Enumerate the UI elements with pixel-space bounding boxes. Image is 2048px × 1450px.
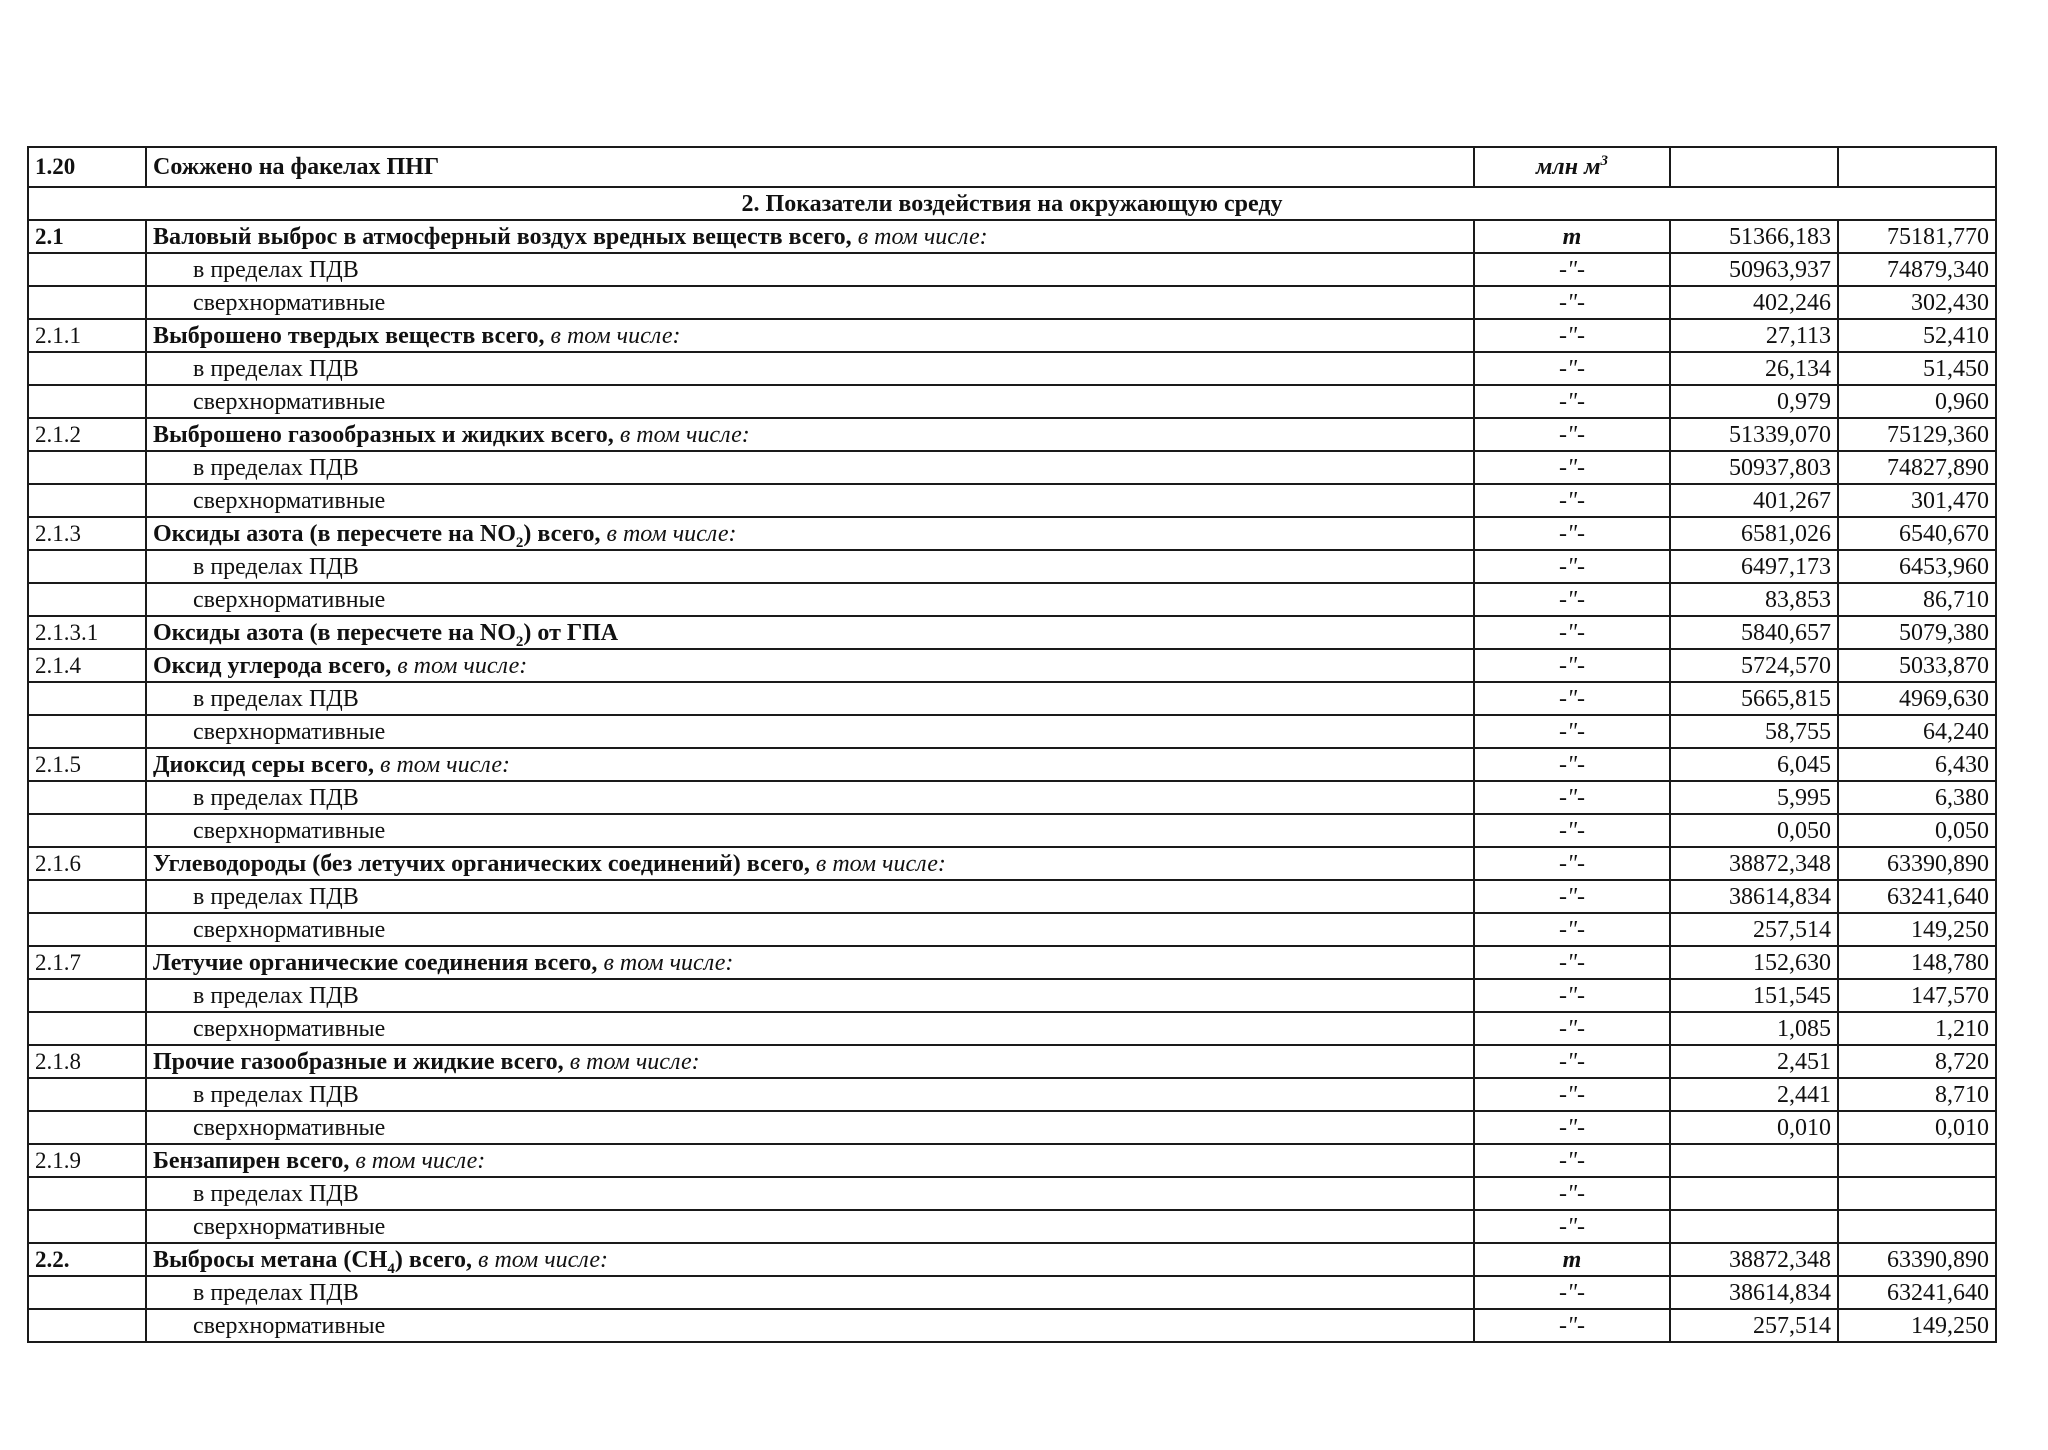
- row-number: [28, 583, 146, 616]
- value-col-1: 83,853: [1670, 583, 1838, 616]
- value-col-2: 74827,890: [1838, 451, 1996, 484]
- row-name-text: Оксид углерода всего,: [153, 652, 392, 679]
- row-unit: -"-: [1474, 583, 1670, 616]
- row-number: [28, 1309, 146, 1342]
- row-number: 2.1.3.1: [28, 616, 146, 649]
- row-name: [146, 946, 1474, 979]
- row-unit: -"-: [1474, 1276, 1670, 1309]
- row-name: [146, 913, 1474, 946]
- unit-superscript: 3: [1600, 153, 1609, 169]
- row-name: [146, 286, 1474, 319]
- value-col-1: 50937,803: [1670, 451, 1838, 484]
- table-subrow: [28, 484, 1996, 517]
- row-name-text: в пределах ПДВ: [193, 1279, 359, 1306]
- value-col-2: 51,450: [1838, 352, 1996, 385]
- value-col-1: 402,246: [1670, 286, 1838, 319]
- value-col-2: 63390,890: [1838, 1243, 1996, 1276]
- value-col-1: 6581,026: [1670, 517, 1838, 550]
- row-name: [146, 319, 1474, 352]
- row-name-qualifier: в том числе:: [374, 751, 510, 778]
- row-name-text: в пределах ПДВ: [193, 982, 359, 1009]
- row-name-text: Летучие органические соединения всего,: [153, 949, 598, 976]
- value-col-1: [1670, 1177, 1838, 1210]
- value-col-2: 6,430: [1838, 748, 1996, 781]
- row-name-qualifier: в том числе:: [349, 1147, 486, 1174]
- value-col-2: 63241,640: [1838, 880, 1996, 913]
- value-col-2: 75181,770: [1838, 220, 1996, 253]
- row-number: [28, 913, 146, 946]
- row-unit: -"-: [1474, 385, 1670, 418]
- row-unit: -"-: [1474, 550, 1670, 583]
- row-number: [28, 352, 146, 385]
- row-name-text: Оксиды азота (в пересчете на NO: [153, 520, 516, 547]
- row-number: [28, 979, 146, 1012]
- row-number: 2.1.4: [28, 649, 146, 682]
- value-col-2: 63241,640: [1838, 1276, 1996, 1309]
- row-number: 2.1.9: [28, 1144, 146, 1177]
- value-col-1: 50963,937: [1670, 253, 1838, 286]
- table-subrow: [28, 781, 1996, 814]
- value-col-2: 0,010: [1838, 1111, 1996, 1144]
- value-col-2: [1838, 1210, 1996, 1243]
- row-unit: -"-: [1474, 946, 1670, 979]
- row-number: [28, 286, 146, 319]
- row-name-text: Оксиды азота (в пересчете на NO: [153, 619, 516, 646]
- row-name-text: сверхнормативные: [193, 916, 386, 943]
- row-name: [146, 847, 1474, 880]
- row-name-qualifier: в том числе:: [851, 223, 988, 250]
- value-col-2: 6,380: [1838, 781, 1996, 814]
- value-col-1: 5724,570: [1670, 649, 1838, 682]
- table-row-1-20: [28, 147, 1996, 187]
- value-col-1: 58,755: [1670, 715, 1838, 748]
- row-number: [28, 253, 146, 286]
- value-col-1: 0,010: [1670, 1111, 1838, 1144]
- row-name-text: в пределах ПДВ: [193, 1180, 359, 1207]
- value-col-2: 74879,340: [1838, 253, 1996, 286]
- value-col-2: [1838, 147, 1996, 187]
- table-row: [28, 517, 1996, 550]
- unit-text: млн м: [1535, 154, 1601, 180]
- value-col-2: [1838, 1177, 1996, 1210]
- row-name-text: Прочие газообразные и жидкие всего,: [153, 1048, 564, 1075]
- row-name-text: Бензапирен всего,: [153, 1147, 350, 1174]
- row-name: [146, 1309, 1474, 1342]
- value-col-1: [1670, 147, 1838, 187]
- row-name-text: в пределах ПДВ: [193, 553, 359, 580]
- value-col-2: 86,710: [1838, 583, 1996, 616]
- table-row: [28, 946, 1996, 979]
- row-name-qualifier: в том числе:: [613, 421, 750, 448]
- row-name: [146, 352, 1474, 385]
- row-name-text: сверхнормативные: [193, 1114, 386, 1141]
- table-row: [28, 1045, 1996, 1078]
- table-subrow: [28, 1012, 1996, 1045]
- row-unit: -"-: [1474, 1144, 1670, 1177]
- row-name: [146, 220, 1474, 253]
- value-col-1: 152,630: [1670, 946, 1838, 979]
- value-col-1: 5665,815: [1670, 682, 1838, 715]
- section-row: [28, 187, 1996, 220]
- row-name-text-cont: ) от ГПА: [523, 619, 619, 646]
- row-name-qualifier: в том числе:: [472, 1246, 609, 1273]
- row-number: [28, 682, 146, 715]
- table-row: [28, 1243, 1996, 1276]
- table-subrow: [28, 352, 1996, 385]
- row-number: [28, 1210, 146, 1243]
- row-name: [146, 484, 1474, 517]
- row-unit: -"-: [1474, 913, 1670, 946]
- value-col-2: 148,780: [1838, 946, 1996, 979]
- row-name-text: в пределах ПДВ: [193, 883, 359, 910]
- row-unit: -"-: [1474, 484, 1670, 517]
- row-name: [146, 814, 1474, 847]
- row-name: [146, 682, 1474, 715]
- table-subrow: [28, 1309, 1996, 1342]
- row-name: [146, 1243, 1474, 1276]
- row-number: [28, 1012, 146, 1045]
- row-number: [28, 484, 146, 517]
- value-col-2: 63390,890: [1838, 847, 1996, 880]
- table-subrow: [28, 979, 1996, 1012]
- row-name: [146, 550, 1474, 583]
- row-name: [146, 616, 1474, 649]
- row-name: [146, 1111, 1474, 1144]
- row-number: [28, 1177, 146, 1210]
- value-col-2: 147,570: [1838, 979, 1996, 1012]
- row-name-qualifier: в том числе:: [391, 652, 528, 679]
- value-col-1: 51366,183: [1670, 220, 1838, 253]
- row-unit: -"-: [1474, 451, 1670, 484]
- row-number: 2.1.3: [28, 517, 146, 550]
- value-col-2: 0,050: [1838, 814, 1996, 847]
- row-number: 2.1.8: [28, 1045, 146, 1078]
- value-col-1: 0,979: [1670, 385, 1838, 418]
- row-number: [28, 451, 146, 484]
- value-col-1: 51339,070: [1670, 418, 1838, 451]
- row-unit: -"-: [1474, 1012, 1670, 1045]
- row-number: [28, 715, 146, 748]
- row-name-text: Диоксид серы всего,: [153, 751, 375, 778]
- value-col-1: 151,545: [1670, 979, 1838, 1012]
- row-number: 2.1: [28, 220, 146, 253]
- value-col-2: 149,250: [1838, 1309, 1996, 1342]
- row-name: [146, 1078, 1474, 1111]
- value-col-1: 5840,657: [1670, 616, 1838, 649]
- table-row: [28, 1144, 1996, 1177]
- emissions-table: [27, 146, 1997, 1343]
- table-row: [28, 220, 1996, 253]
- row-name-text: Сожжено на факелах ПНГ: [153, 154, 440, 180]
- value-col-1: 26,134: [1670, 352, 1838, 385]
- table-subrow: [28, 253, 1996, 286]
- row-name: [146, 583, 1474, 616]
- row-unit: -"-: [1474, 979, 1670, 1012]
- row-number: [28, 385, 146, 418]
- row-name-qualifier: в том числе:: [563, 1048, 700, 1075]
- row-name: [146, 253, 1474, 286]
- value-col-2: 8,720: [1838, 1045, 1996, 1078]
- value-col-2: 301,470: [1838, 484, 1996, 517]
- table-subrow: [28, 1111, 1996, 1144]
- table-subrow: [28, 1210, 1996, 1243]
- row-unit: -"-: [1474, 616, 1670, 649]
- value-col-2: 4969,630: [1838, 682, 1996, 715]
- value-col-1: 38872,348: [1670, 847, 1838, 880]
- row-unit: -"-: [1474, 880, 1670, 913]
- row-unit: -"-: [1474, 682, 1670, 715]
- row-name-text: сверхнормативные: [193, 718, 386, 745]
- row-unit: -"-: [1474, 1078, 1670, 1111]
- table-subrow: [28, 550, 1996, 583]
- row-unit: т: [1474, 220, 1670, 253]
- row-name: [146, 1144, 1474, 1177]
- table-row: [28, 649, 1996, 682]
- row-number: [28, 1111, 146, 1144]
- value-col-2: 0,960: [1838, 385, 1996, 418]
- row-name-qualifier: в том числе:: [809, 850, 946, 877]
- row-name-text: сверхнормативные: [193, 586, 386, 613]
- row-name-text: Валовый выброс в атмосферный воздух вредных веществ всего,: [153, 223, 852, 250]
- row-name-text: сверхнормативные: [193, 487, 386, 514]
- table-subrow: [28, 451, 1996, 484]
- table-subrow: [28, 913, 1996, 946]
- row-number: 2.1.7: [28, 946, 146, 979]
- row-name-text: Углеводороды (без летучих органических соединений) всего,: [153, 850, 810, 877]
- row-unit: -"-: [1474, 286, 1670, 319]
- row-number: 2.1.2: [28, 418, 146, 451]
- table-row: [28, 418, 1996, 451]
- row-name-qualifier: в том числе:: [600, 520, 737, 547]
- row-number: [28, 814, 146, 847]
- table-body: [28, 147, 1996, 1342]
- row-name: [146, 748, 1474, 781]
- row-name-text: сверхнормативные: [193, 817, 386, 844]
- chem-subscript: 2: [515, 534, 524, 550]
- row-unit: -"-: [1474, 781, 1670, 814]
- row-name: [146, 418, 1474, 451]
- row-number: 2.1.1: [28, 319, 146, 352]
- row-number: 1.20: [28, 147, 146, 187]
- row-unit: -"-: [1474, 1309, 1670, 1342]
- value-col-1: 5,995: [1670, 781, 1838, 814]
- row-number: [28, 550, 146, 583]
- row-name-text: в пределах ПДВ: [193, 454, 359, 481]
- row-name: [146, 517, 1474, 550]
- row-name-text: Выбросы метана (CH: [153, 1246, 388, 1273]
- row-number: 2.2.: [28, 1243, 146, 1276]
- row-name-text: сверхнормативные: [193, 1213, 386, 1240]
- value-col-2: 302,430: [1838, 286, 1996, 319]
- value-col-1: 2,441: [1670, 1078, 1838, 1111]
- row-name: [146, 1045, 1474, 1078]
- value-col-2: 64,240: [1838, 715, 1996, 748]
- table-subrow: [28, 385, 1996, 418]
- row-name: [146, 1012, 1474, 1045]
- value-col-1: 401,267: [1670, 484, 1838, 517]
- row-name-text: в пределах ПДВ: [193, 1081, 359, 1108]
- table-subrow: [28, 286, 1996, 319]
- row-unit: -"-: [1474, 1210, 1670, 1243]
- row-name: [146, 451, 1474, 484]
- value-col-1: 38872,348: [1670, 1243, 1838, 1276]
- row-name-qualifier: в том числе:: [544, 322, 681, 349]
- table-row: [28, 319, 1996, 352]
- row-name-text: в пределах ПДВ: [193, 685, 359, 712]
- row-unit: -"-: [1474, 814, 1670, 847]
- row-unit: -"-: [1474, 352, 1670, 385]
- value-col-1: 257,514: [1670, 1309, 1838, 1342]
- value-col-2: 5033,870: [1838, 649, 1996, 682]
- value-col-2: 8,710: [1838, 1078, 1996, 1111]
- row-name-text: в пределах ПДВ: [193, 256, 359, 283]
- row-unit: -"-: [1474, 1111, 1670, 1144]
- row-number: [28, 1276, 146, 1309]
- table-subrow: [28, 583, 1996, 616]
- row-unit: -"-: [1474, 517, 1670, 550]
- chem-subscript: 2: [515, 633, 524, 649]
- row-name-text: Выброшено твердых веществ всего,: [153, 322, 545, 349]
- row-unit: -"-: [1474, 715, 1670, 748]
- row-name: [146, 781, 1474, 814]
- value-col-1: 6,045: [1670, 748, 1838, 781]
- row-number: [28, 880, 146, 913]
- row-name-text-cont: ) всего,: [523, 520, 601, 547]
- row-number: 2.1.5: [28, 748, 146, 781]
- chem-subscript: 4: [387, 1260, 395, 1276]
- value-col-1: 6497,173: [1670, 550, 1838, 583]
- value-col-1: [1670, 1144, 1838, 1177]
- row-unit: -"-: [1474, 1045, 1670, 1078]
- row-unit: -"-: [1474, 1177, 1670, 1210]
- row-name: [146, 1210, 1474, 1243]
- row-name-text: сверхнормативные: [193, 289, 386, 316]
- value-col-2: 6540,670: [1838, 517, 1996, 550]
- table-subrow: [28, 1078, 1996, 1111]
- row-name-qualifier: в том числе:: [597, 949, 734, 976]
- table-subrow: [28, 1276, 1996, 1309]
- value-col-1: 0,050: [1670, 814, 1838, 847]
- table-subrow: [28, 682, 1996, 715]
- row-unit: т: [1474, 1243, 1670, 1276]
- row-name: [146, 649, 1474, 682]
- value-col-1: 1,085: [1670, 1012, 1838, 1045]
- value-col-2: 1,210: [1838, 1012, 1996, 1045]
- row-name: [146, 147, 1474, 187]
- value-col-1: [1670, 1210, 1838, 1243]
- row-name-text: в пределах ПДВ: [193, 355, 359, 382]
- value-col-2: 6453,960: [1838, 550, 1996, 583]
- table-row: [28, 847, 1996, 880]
- table-subrow: [28, 715, 1996, 748]
- table-row: [28, 748, 1996, 781]
- row-name-text: сверхнормативные: [193, 1015, 386, 1042]
- value-col-1: 27,113: [1670, 319, 1838, 352]
- row-unit: -"-: [1474, 649, 1670, 682]
- row-name: [146, 880, 1474, 913]
- section-title: 2. Показатели воздействия на окружающую среду: [28, 187, 1996, 220]
- table-subrow: [28, 1177, 1996, 1210]
- row-name: [146, 385, 1474, 418]
- row-number: [28, 1078, 146, 1111]
- row-name: [146, 1276, 1474, 1309]
- value-col-1: 38614,834: [1670, 880, 1838, 913]
- row-name-text: Выброшено газообразных и жидких всего,: [153, 421, 614, 448]
- row-name: [146, 979, 1474, 1012]
- value-col-1: 38614,834: [1670, 1276, 1838, 1309]
- table-subrow: [28, 814, 1996, 847]
- value-col-1: 2,451: [1670, 1045, 1838, 1078]
- row-unit: -"-: [1474, 319, 1670, 352]
- row-name-text: в пределах ПДВ: [193, 784, 359, 811]
- row-name: [146, 1177, 1474, 1210]
- row-name-text: сверхнормативные: [193, 388, 386, 415]
- value-col-2: 5079,380: [1838, 616, 1996, 649]
- row-number: 2.1.6: [28, 847, 146, 880]
- row-unit: [1474, 147, 1670, 187]
- row-unit: -"-: [1474, 847, 1670, 880]
- value-col-2: [1838, 1144, 1996, 1177]
- row-name: [146, 715, 1474, 748]
- row-unit: -"-: [1474, 418, 1670, 451]
- row-unit: -"-: [1474, 253, 1670, 286]
- table-subrow: [28, 880, 1996, 913]
- value-col-2: 75129,360: [1838, 418, 1996, 451]
- row-number: [28, 781, 146, 814]
- row-name-text-cont: ) всего,: [394, 1246, 473, 1273]
- value-col-2: 52,410: [1838, 319, 1996, 352]
- row-unit: -"-: [1474, 748, 1670, 781]
- row-name-text: сверхнормативные: [193, 1312, 386, 1339]
- value-col-1: 257,514: [1670, 913, 1838, 946]
- table-row: [28, 616, 1996, 649]
- value-col-2: 149,250: [1838, 913, 1996, 946]
